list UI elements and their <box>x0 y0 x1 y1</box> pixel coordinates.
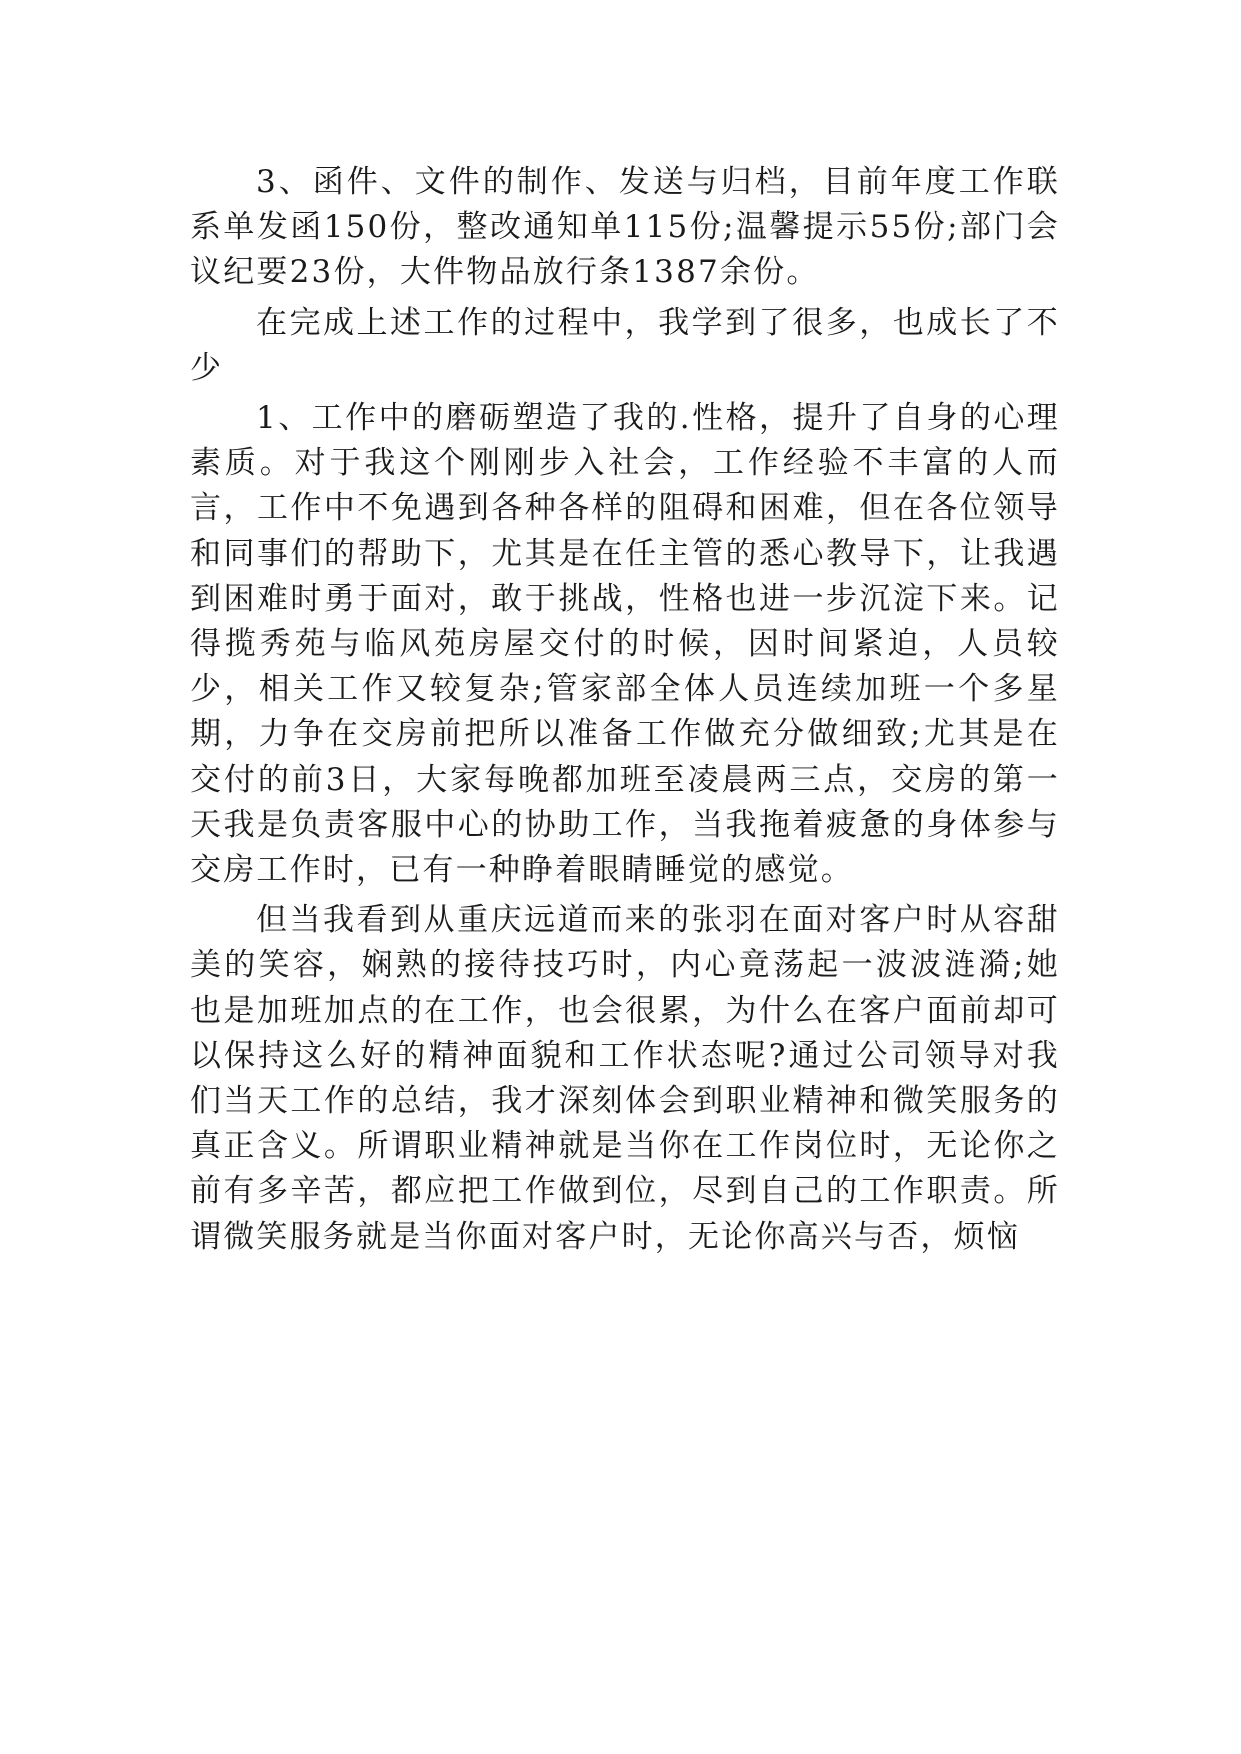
paragraph-growth-intro: 在完成上述工作的过程中，我学到了很多，也成长了不少 <box>190 304 1060 386</box>
paragraph-character-building: 1、工作中的磨砺塑造了我的.性格，提升了自身的心理素质。对于我这个刚刚步入社会，工作经验不丰富的人而言，工作中不免遇到各种各样的阻碍和困难，但在各位领导和同事们的帮助下，尤其是在任主管的悉心教导下，让我遇到困难时勇于面对，敢于挑战，性格也进一步沉淀下来。记得揽秀苑与临风苑房屋交付的时候，因时间紧迫，人员较少，相关工作又较复杂;管家部全体人员连续加班一个多星期，力争在交房前把所以准备工作做充分做细致;尤其是在交付的前3日，大家每晚都加班至凌晨两三点，交房的第一天我是负责客服中心的协助工作，当我拖着疲惫的身体参与交房工作时，已有一种睁着眼睛睡觉的感觉。 <box>190 400 1060 889</box>
paragraph-correspondence-stats: 3、函件、文件的制作、发送与归档，目前年度工作联系单发函150份，整改通知单115份;温馨提示55份;部门会议纪要23份，大件物品放行条1387余份。 <box>190 164 1060 291</box>
document-body <box>190 160 1060 1265</box>
paragraph-professional-spirit: 但当我看到从重庆远道而来的张羽在面对客户时从容甜美的笑容，娴熟的接待技巧时，内心竟荡起一波波涟漪;她也是加班加点的在工作，也会很累，为什么在客户面前却可以保持这么好的精神面貌和工作状态呢?通过公司领导对我们当天工作的总结，我才深刻体会到职业精神和微笑服务的真正含义。所谓职业精神就是当你在工作岗位时，无论你之前有多辛苦，都应把工作做到位，尽到自己的工作职责。所谓微笑服务就是当你面对客户时，无论你高兴与否，烦恼 <box>190 902 1060 1255</box>
